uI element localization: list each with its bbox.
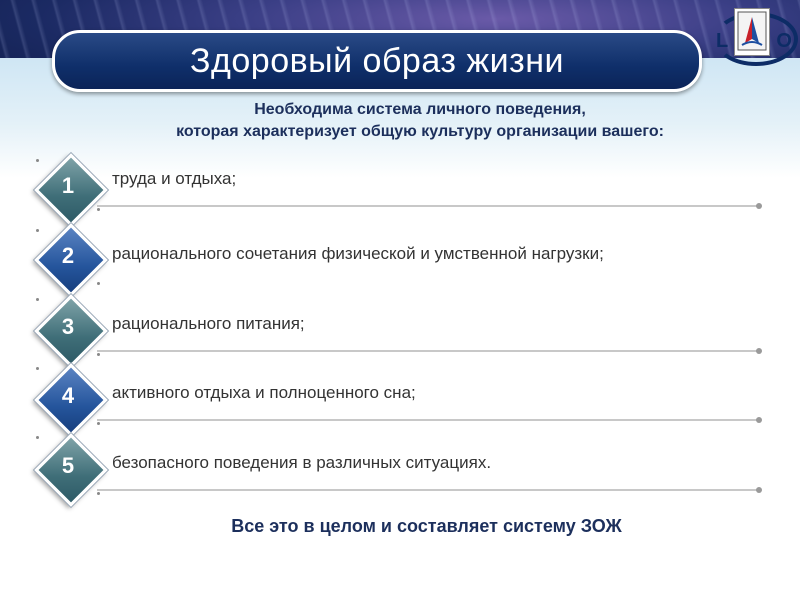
- logo: [712, 8, 792, 64]
- item-number: 4: [61, 383, 75, 408]
- item-number: 2: [61, 243, 75, 268]
- list-item: [0, 291, 800, 361]
- item-number: 3: [61, 314, 75, 339]
- subtitle-line-2: которая характеризует общую культуру организации вашего:: [176, 123, 664, 140]
- divider-line: [97, 205, 759, 207]
- logo-letter: O: [776, 30, 792, 52]
- item-text: безопасного поведения в различных ситуациях.: [112, 453, 492, 472]
- bullet-dot-icon: [97, 422, 100, 425]
- bullet-dot-icon: [97, 282, 100, 285]
- divider-end-dot-icon: [756, 348, 762, 354]
- divider-line: [97, 489, 759, 491]
- divider-line: [97, 350, 759, 352]
- bullet-dot-icon: [36, 367, 39, 370]
- bullet-dot-icon: [97, 208, 100, 211]
- divider-line: [97, 419, 759, 421]
- bullet-dot-icon: [36, 229, 39, 232]
- divider-end-dot-icon: [756, 417, 762, 423]
- page-title: Здоровый образ жизни: [190, 41, 564, 80]
- divider-end-dot-icon: [756, 203, 762, 209]
- bullet-dot-icon: [36, 298, 39, 301]
- title-banner: [52, 30, 702, 92]
- bullet-dot-icon: [97, 353, 100, 356]
- subtitle: [0, 99, 800, 143]
- subtitle-line-1: Необходима система личного поведения,: [254, 101, 586, 118]
- divider-end-dot-icon: [756, 487, 762, 493]
- bullet-dot-icon: [36, 436, 39, 439]
- item-text: рационального сочетания физической и умственной нагрузки;: [112, 244, 604, 263]
- item-text: труда и отдыха;: [112, 169, 237, 188]
- list-item: [0, 360, 800, 430]
- conclusion-text: Все это в целом и составляет систему ЗОЖ: [231, 516, 622, 536]
- item-text: активного отдыха и полноценного сна;: [112, 383, 416, 402]
- item-number: 5: [61, 453, 75, 478]
- bullet-dot-icon: [97, 492, 100, 495]
- list-item: [0, 150, 800, 220]
- item-number: 1: [61, 173, 75, 198]
- item-text: рационального питания;: [112, 314, 305, 333]
- logo-letter: L: [716, 30, 729, 52]
- list-item: [0, 430, 800, 500]
- bullet-dot-icon: [36, 159, 39, 162]
- list-item: [0, 220, 800, 290]
- emblem-icon: [734, 8, 770, 56]
